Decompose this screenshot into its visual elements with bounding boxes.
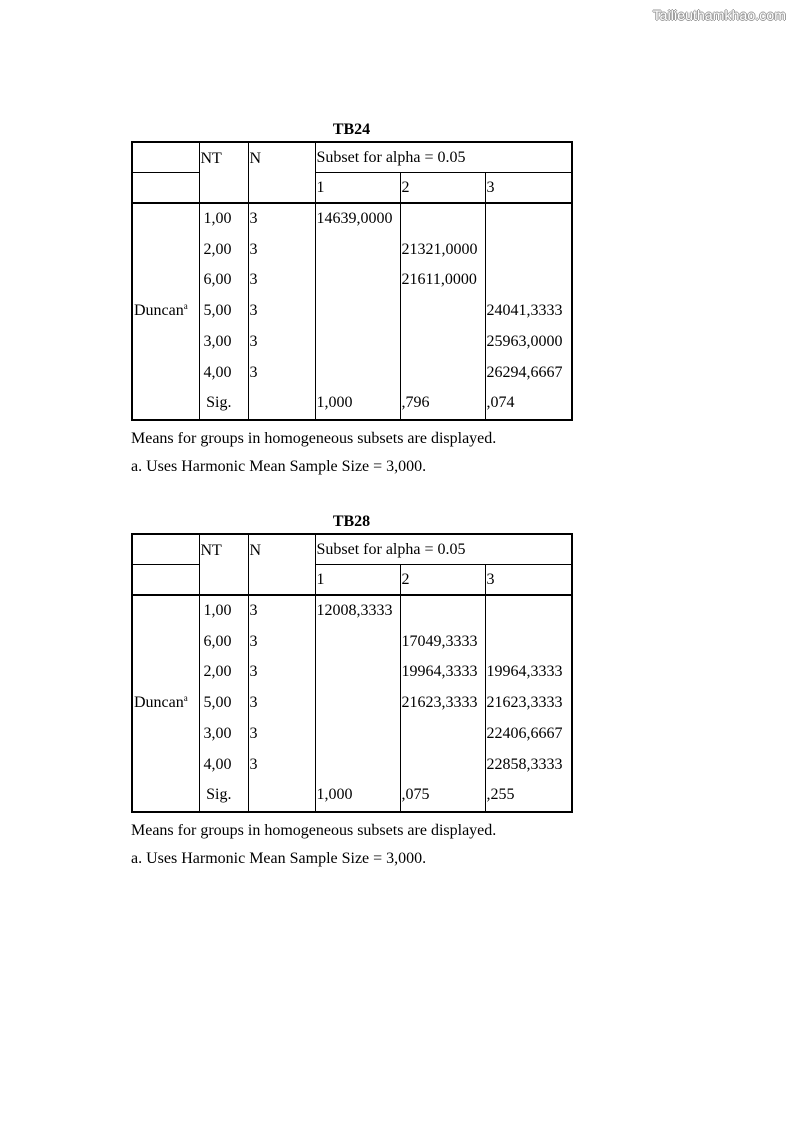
subset2-cell: 21623,3333 — [400, 688, 485, 719]
n-cell — [248, 780, 315, 812]
sig-subset3: ,255 — [485, 780, 572, 812]
subset1-cell — [315, 719, 400, 750]
n-cell: 3 — [248, 719, 315, 750]
corner-cell-lower — [132, 565, 199, 596]
corner-cell-lower — [132, 173, 199, 204]
footnote-means: Means for groups in homogeneous subsets are displayed. — [131, 821, 497, 839]
sig-subset2: ,075 — [400, 780, 485, 812]
sig-subset1: 1,000 — [315, 388, 400, 420]
n-cell: 3 — [248, 627, 315, 658]
subset2-cell — [400, 296, 485, 327]
subset2-cell — [400, 719, 485, 750]
subset-col-1: 1 — [315, 565, 400, 596]
subset2-cell — [400, 327, 485, 358]
corner-cell — [132, 534, 199, 565]
header-subset: Subset for alpha = 0.05 — [315, 534, 572, 565]
subset3-cell — [485, 595, 572, 627]
nt-cell: 6,00 — [199, 627, 248, 658]
sig-subset2: ,796 — [400, 388, 485, 420]
nt-cell: 4,00 — [199, 750, 248, 781]
subset1-cell — [315, 327, 400, 358]
subset3-cell — [485, 627, 572, 658]
n-cell: 3 — [248, 657, 315, 688]
subset2-cell: 21321,0000 — [400, 235, 485, 266]
subset2-cell — [400, 358, 485, 389]
nt-cell: 6,00 — [199, 265, 248, 296]
header-nt: NT — [199, 534, 248, 595]
subset2-cell — [400, 750, 485, 781]
table-title: TB28 — [332, 513, 371, 530]
subset-col-3: 3 — [485, 565, 572, 596]
n-cell: 3 — [248, 595, 315, 627]
subset3-cell: 24041,3333 — [485, 296, 572, 327]
nt-cell: 4,00 — [199, 358, 248, 389]
duncan-table — [131, 141, 573, 421]
header-subset: Subset for alpha = 0.05 — [315, 142, 572, 173]
footnote-harmonic: a. Uses Harmonic Mean Sample Size = 3,000. — [131, 457, 427, 475]
subset-col-2: 2 — [400, 173, 485, 204]
subset2-cell: 19964,3333 — [400, 657, 485, 688]
nt-cell: 3,00 — [199, 327, 248, 358]
sig-label: Sig. — [199, 780, 248, 812]
header-nt: NT — [199, 142, 248, 203]
sig-subset3: ,074 — [485, 388, 572, 420]
nt-cell: 5,00 — [199, 296, 248, 327]
subset3-cell: 26294,6667 — [485, 358, 572, 389]
subset3-cell — [485, 265, 572, 296]
sig-subset1: 1,000 — [315, 780, 400, 812]
subset3-cell: 19964,3333 — [485, 657, 572, 688]
method-label: Duncan$^a$ — [132, 203, 199, 420]
nt-cell: 2,00 — [199, 657, 248, 688]
subset3-cell: 21623,3333 — [485, 688, 572, 719]
n-cell: 3 — [248, 265, 315, 296]
n-cell: 3 — [248, 296, 315, 327]
subset1-cell — [315, 627, 400, 658]
subset-col-2: 2 — [400, 565, 485, 596]
method-label: Duncan$^a$ — [132, 595, 199, 812]
subset3-cell: 22858,3333 — [485, 750, 572, 781]
subset3-cell: 22406,6667 — [485, 719, 572, 750]
subset-col-1: 1 — [315, 173, 400, 204]
subset-col-3: 3 — [485, 173, 572, 204]
subset1-cell — [315, 296, 400, 327]
n-cell: 3 — [248, 235, 315, 266]
header-n: N — [248, 534, 315, 595]
sig-label: Sig. — [199, 388, 248, 420]
subset3-cell — [485, 235, 572, 266]
subset1-cell — [315, 265, 400, 296]
subset2-cell — [400, 595, 485, 627]
duncan-table — [131, 533, 573, 813]
n-cell — [248, 388, 315, 420]
table-block-tb24 — [131, 119, 572, 481]
subset2-cell — [400, 203, 485, 235]
nt-cell: 1,00 — [199, 203, 248, 235]
n-cell: 3 — [248, 750, 315, 781]
table-block-tb28 — [131, 511, 572, 873]
subset1-cell — [315, 235, 400, 266]
header-n: N — [248, 142, 315, 203]
n-cell: 3 — [248, 203, 315, 235]
nt-cell: 1,00 — [199, 595, 248, 627]
subset1-cell — [315, 657, 400, 688]
footnote-harmonic: a. Uses Harmonic Mean Sample Size = 3,000. — [131, 849, 427, 867]
corner-cell — [132, 142, 199, 173]
nt-cell: 3,00 — [199, 719, 248, 750]
subset2-cell: 17049,3333 — [400, 627, 485, 658]
nt-cell: 5,00 — [199, 688, 248, 719]
n-cell: 3 — [248, 688, 315, 719]
subset1-cell — [315, 750, 400, 781]
n-cell: 3 — [248, 327, 315, 358]
subset3-cell: 25963,0000 — [485, 327, 572, 358]
footnote-means: Means for groups in homogeneous subsets are displayed. — [131, 429, 497, 447]
subset1-cell: 14639,0000 — [315, 203, 400, 235]
n-cell: 3 — [248, 358, 315, 389]
subset2-cell: 21611,0000 — [400, 265, 485, 296]
subset3-cell — [485, 203, 572, 235]
table-title: TB24 — [332, 121, 371, 138]
subset1-cell — [315, 688, 400, 719]
subset1-cell — [315, 358, 400, 389]
nt-cell: 2,00 — [199, 235, 248, 266]
subset1-cell: 12008,3333 — [315, 595, 400, 627]
watermark-text: Tailieuthamkhao.com — [652, 7, 786, 23]
